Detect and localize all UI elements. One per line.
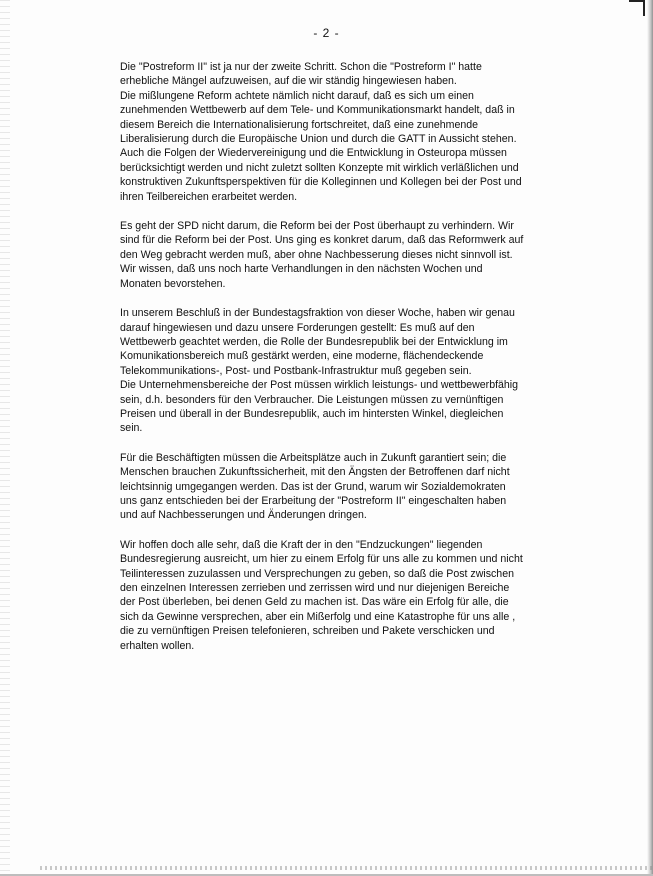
scan-edge-bottom <box>40 866 653 870</box>
text-line: erhebliche Mängel aufzuweisen, auf die wir ständig hingewiesen haben. <box>120 75 457 88</box>
text-line: sind für die Reform bei der Post. Uns ging es konkret darum, daß das Reformwerk auf <box>120 234 524 247</box>
text-line: erhalten wollen. <box>120 639 195 652</box>
paragraph-5 <box>120 538 548 653</box>
text-line: darauf hingewiesen und dazu unsere Forderungen gestellt: Es muß auf den <box>120 321 475 334</box>
scan-corner-mark <box>629 0 645 16</box>
text-line: Monaten bevorstehen. <box>120 277 226 290</box>
paragraph-3 <box>120 306 548 436</box>
text-line: den Weg gebracht werden muß, aber ohne Nachbesserung dieses nicht sinnvoll ist. <box>120 248 513 261</box>
text-line: Wir wissen, daß uns noch harte Verhandlungen in den nächsten Wochen und <box>120 263 483 276</box>
text-line: sein. <box>120 422 143 435</box>
text-line: diesem Bereich die Internationalisierung fortschreitet, daß eine zunehmende <box>120 118 479 131</box>
text-line: ihren Teilbereichen erarbeitet werden. <box>120 190 298 203</box>
text-line: Für die Beschäftigten müssen die Arbeitsplätze auch in Zukunft garantiert sein; die <box>120 451 507 464</box>
text-line: Die mißlungene Reform achtete nämlich nicht darauf, daß es sich um einen <box>120 89 474 102</box>
paragraph-2 <box>120 219 548 291</box>
text-line: Bundesregierung ausreicht, um hier zu einem Erfolg für uns alle zu kommen und nicht <box>120 553 523 566</box>
text-line: Es geht der SPD nicht darum, die Reform bei der Post überhaupt zu verhindern. Wir <box>120 220 514 233</box>
text-line: leichtsinnig umgegangen werden. Das ist der Grund, warum wir Sozialdemokraten <box>120 480 506 493</box>
text-line: die zu vernünftigen Preisen telefonieren, schreiben und Pakete verschicken und <box>120 625 495 638</box>
text-line: Preisen und überall in der Bundesrepublik, auch im hintersten Winkel, diegleichen <box>120 407 504 420</box>
text-line: sein, d.h. besonders für den Verbraucher. Die Leistungen müssen zu vernünftigen <box>120 393 504 406</box>
text-line: In unserem Beschluß in der Bundestagsfraktion von dieser Woche, haben wir genau <box>120 307 515 320</box>
text-line: Die "Postreform II" ist ja nur der zweite Schritt. Schon die "Postreform I" hatte <box>120 61 482 73</box>
text-line: und auf Nachbesserungen und Änderungen dringen. <box>120 509 367 522</box>
text-line: Teilinteressen zuzulassen und Versprechungen zu geben, so daß die Post zwischen <box>120 567 514 580</box>
text-line: Die Unternehmensbereiche der Post müssen wirklich leistungs- und wettbewerbfähig <box>120 379 519 392</box>
text-line: sich da Gewinne versprechen, aber ein Mißerfolg und eine Katastrophe für uns alle , <box>120 610 516 623</box>
text-line: Wir hoffen doch alle sehr, daß die Kraft der in den "Endzuckungen" liegenden <box>120 538 483 551</box>
text-line: uns ganz entschieden bei der Erarbeitung der "Postreform II" eingeschalten haben <box>120 494 507 507</box>
paragraph-4 <box>120 451 548 523</box>
text-line: konstruktiven Zukunftsperspektiven für die Kolleginnen und Kollegen bei der Post und <box>120 176 522 189</box>
text-line: zunehmenden Wettbewerb auf dem Tele- und Kommunikationsmarkt handelt, daß in <box>120 104 515 117</box>
text-line: Telekommunikations-, Post- und Postbank-Infrastruktur muß gegeben sein. <box>120 364 472 377</box>
scan-edge-right <box>647 0 653 876</box>
text-line: Wettbewerb geachtet werden, die Rolle der Bundesrepublik bei der Entwicklung im <box>120 335 508 348</box>
text-line: Menschen brauchen Zukunftssicherheit, mit den Ängsten der Betroffenen darf nicht <box>120 466 510 479</box>
text-line: der Post überleben, bei denen Geld zu machen ist. Das wäre ein Erfolg für alle, die <box>120 596 509 609</box>
paragraph-1 <box>120 60 548 204</box>
text-line: Liberalisierung durch die Europäische Union und durch die GATT in Aussicht stehen. <box>120 133 517 146</box>
text-line: den einzelnen Interessen zerrieben und zerrissen wird und nur diejenigen Bereiche <box>120 582 510 594</box>
text-line: berücksichtigt werden und nicht zuletzt sollten Konzepte mit wirklich verläßlichen und <box>120 161 519 174</box>
text-line: Auch die Folgen der Wiedervereinigung und die Entwicklung in Osteuropa müssen <box>120 147 507 160</box>
page-number: - 2 - <box>313 26 340 40</box>
document-body <box>120 60 548 668</box>
scan-edge-left <box>0 0 10 876</box>
text-line: Komunikationsbereich muß gestärkt werden, eine moderne, flächendeckende <box>120 350 484 363</box>
